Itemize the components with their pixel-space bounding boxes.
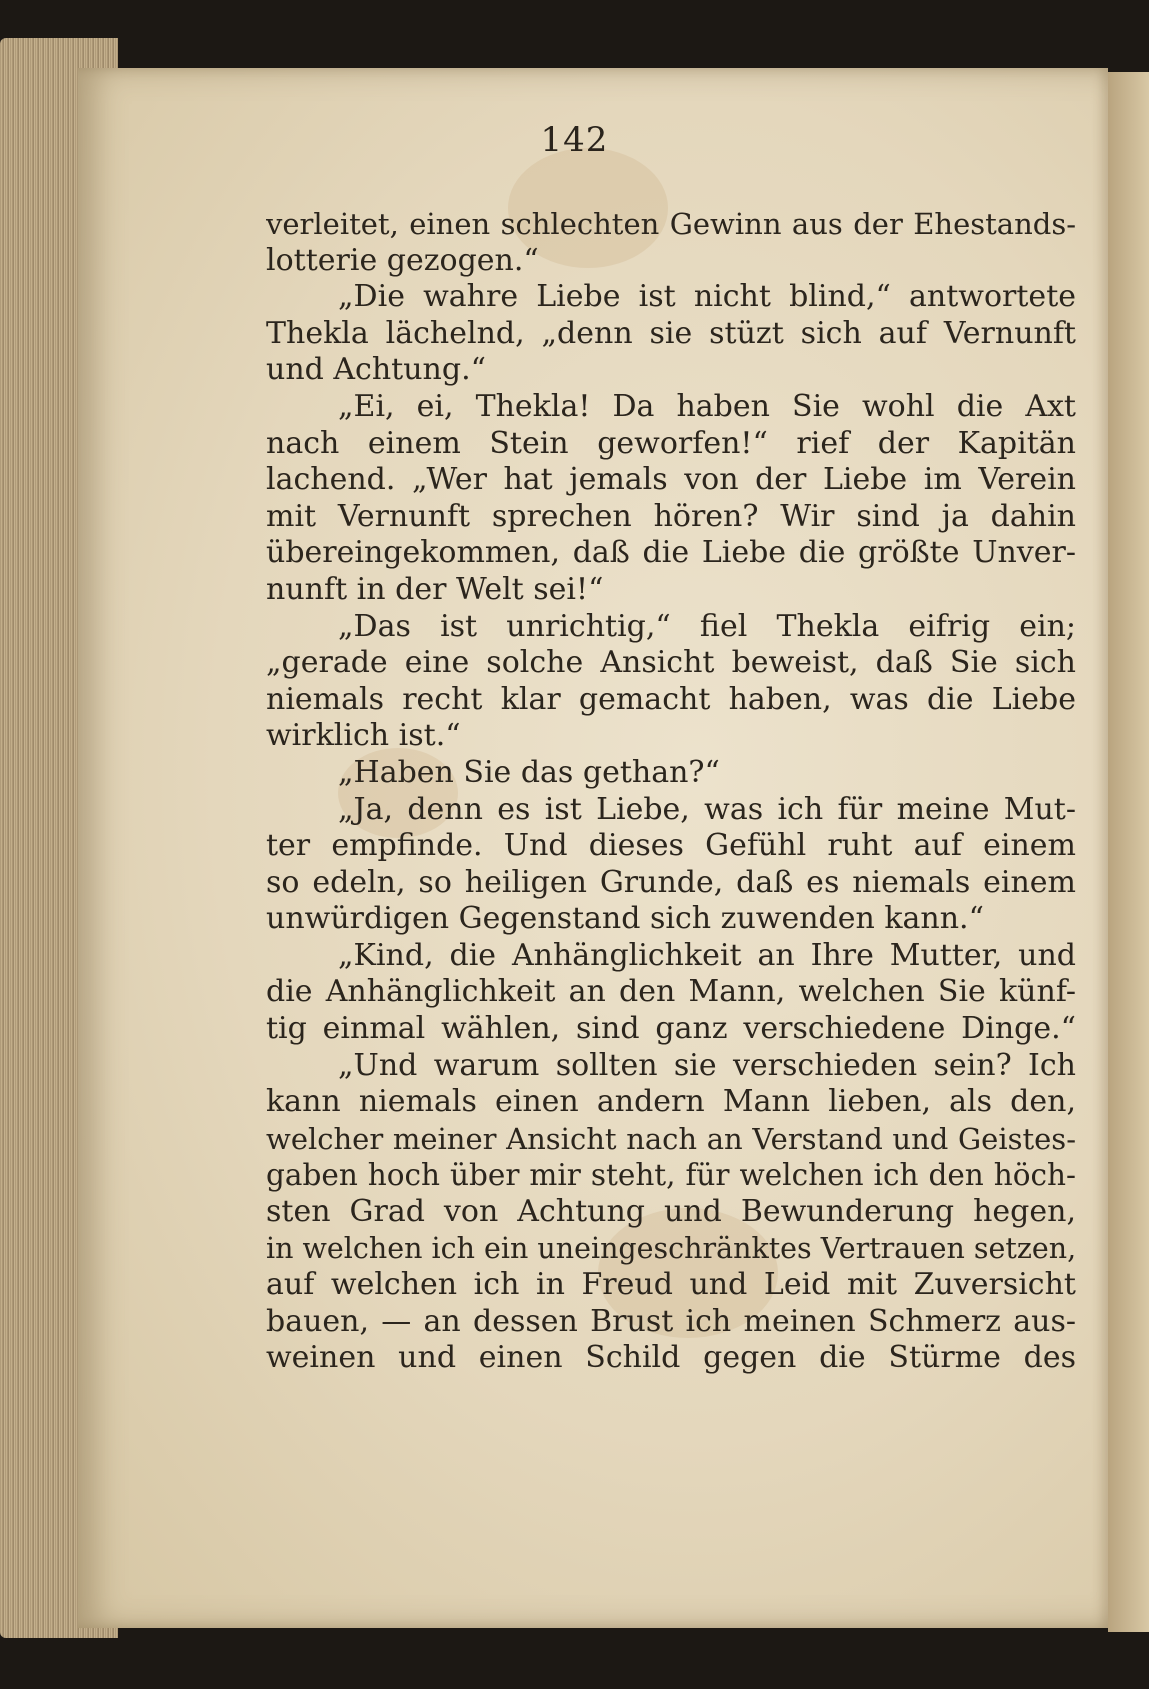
text-line: tig einmal wählen, sind ganz verschiedene Dinge.“ (266, 1011, 1076, 1047)
text-line: auf welchen ich in Freud und Leid mit Zuversicht (266, 1267, 1076, 1303)
text-line: ter empfinde. Und dieses Gefühl ruht auf einem (266, 828, 1076, 864)
text-line: niemals recht klar gemacht haben, was die Liebe (266, 681, 1076, 717)
text-line: „Und warum sollten sie verschieden sein? Ich (338, 1047, 1076, 1083)
text-line: kann niemals einen andern Mann lieben, als den, (266, 1084, 1076, 1120)
text-line: die Anhänglichkeit an den Mann, welchen Sie künf- (266, 974, 1076, 1010)
text-line: sten Grad von Achtung und Bewunderung hegen, (266, 1194, 1076, 1230)
text-line: „Ja, denn es ist Liebe, was ich für meine Mut- (338, 791, 1076, 827)
text-line: unwürdigen Gegenstand sich zuwenden kann.“ (266, 901, 984, 937)
text-line: lachend. „Wer hat jemals von der Liebe im Verein (266, 462, 1076, 498)
page-number: 142 (540, 120, 609, 160)
text-line: lotterie gezogen.“ (266, 242, 539, 278)
text-line: „Die wahre Liebe ist nicht blind,“ antwortete (338, 279, 1076, 315)
text-line: welcher meiner Ansicht nach an Verstand und Geistes- (266, 1121, 1076, 1156)
body-text (266, 206, 1076, 1377)
text-line: „Das ist unrichtig,“ fiel Thekla eifrig ein; (338, 608, 1076, 644)
text-line: in welchen ich ein uneingeschränktes Vertrauen setzen, (266, 1231, 1076, 1265)
text-line: nunft in der Welt sei!“ (266, 571, 604, 607)
text-line: „Ei, ei, Thekla! Da haben Sie wohl die Axt (338, 388, 1076, 424)
text-line: bauen, — an dessen Brust ich meinen Schmerz aus- (266, 1303, 1076, 1339)
text-line: wirklich ist.“ (266, 718, 461, 754)
text-line: verleitet, einen schlechten Gewinn aus der Ehestands- (266, 207, 1076, 241)
text-line: übereingekommen, daß die Liebe die größte Unver- (266, 535, 1076, 571)
text-line: Thekla lächelnd, „denn sie stüzt sich auf Vernunft (266, 315, 1076, 351)
text-line: nach einem Stein geworfen!“ rief der Kapitän (266, 425, 1076, 461)
text-line: „Kind, die Anhänglichkeit an Ihre Mutter, und (338, 937, 1076, 973)
text-line: weinen und einen Schild gegen die Stürme des (266, 1340, 1076, 1376)
text-line: mit Vernunft sprechen hören? Wir sind ja dahin (266, 498, 1076, 534)
text-line: „Haben Sie das gethan?“ (338, 754, 720, 790)
text-line: „gerade eine solche Ansicht beweist, daß Sie sich (266, 645, 1076, 681)
text-line: gaben hoch über mir steht, für welchen ich den höch- (266, 1158, 1076, 1193)
next-page-edge (1108, 72, 1149, 1632)
text-line: und Achtung.“ (266, 352, 486, 388)
text-line: so edeln, so heiligen Grunde, daß es niemals einem (266, 864, 1076, 900)
